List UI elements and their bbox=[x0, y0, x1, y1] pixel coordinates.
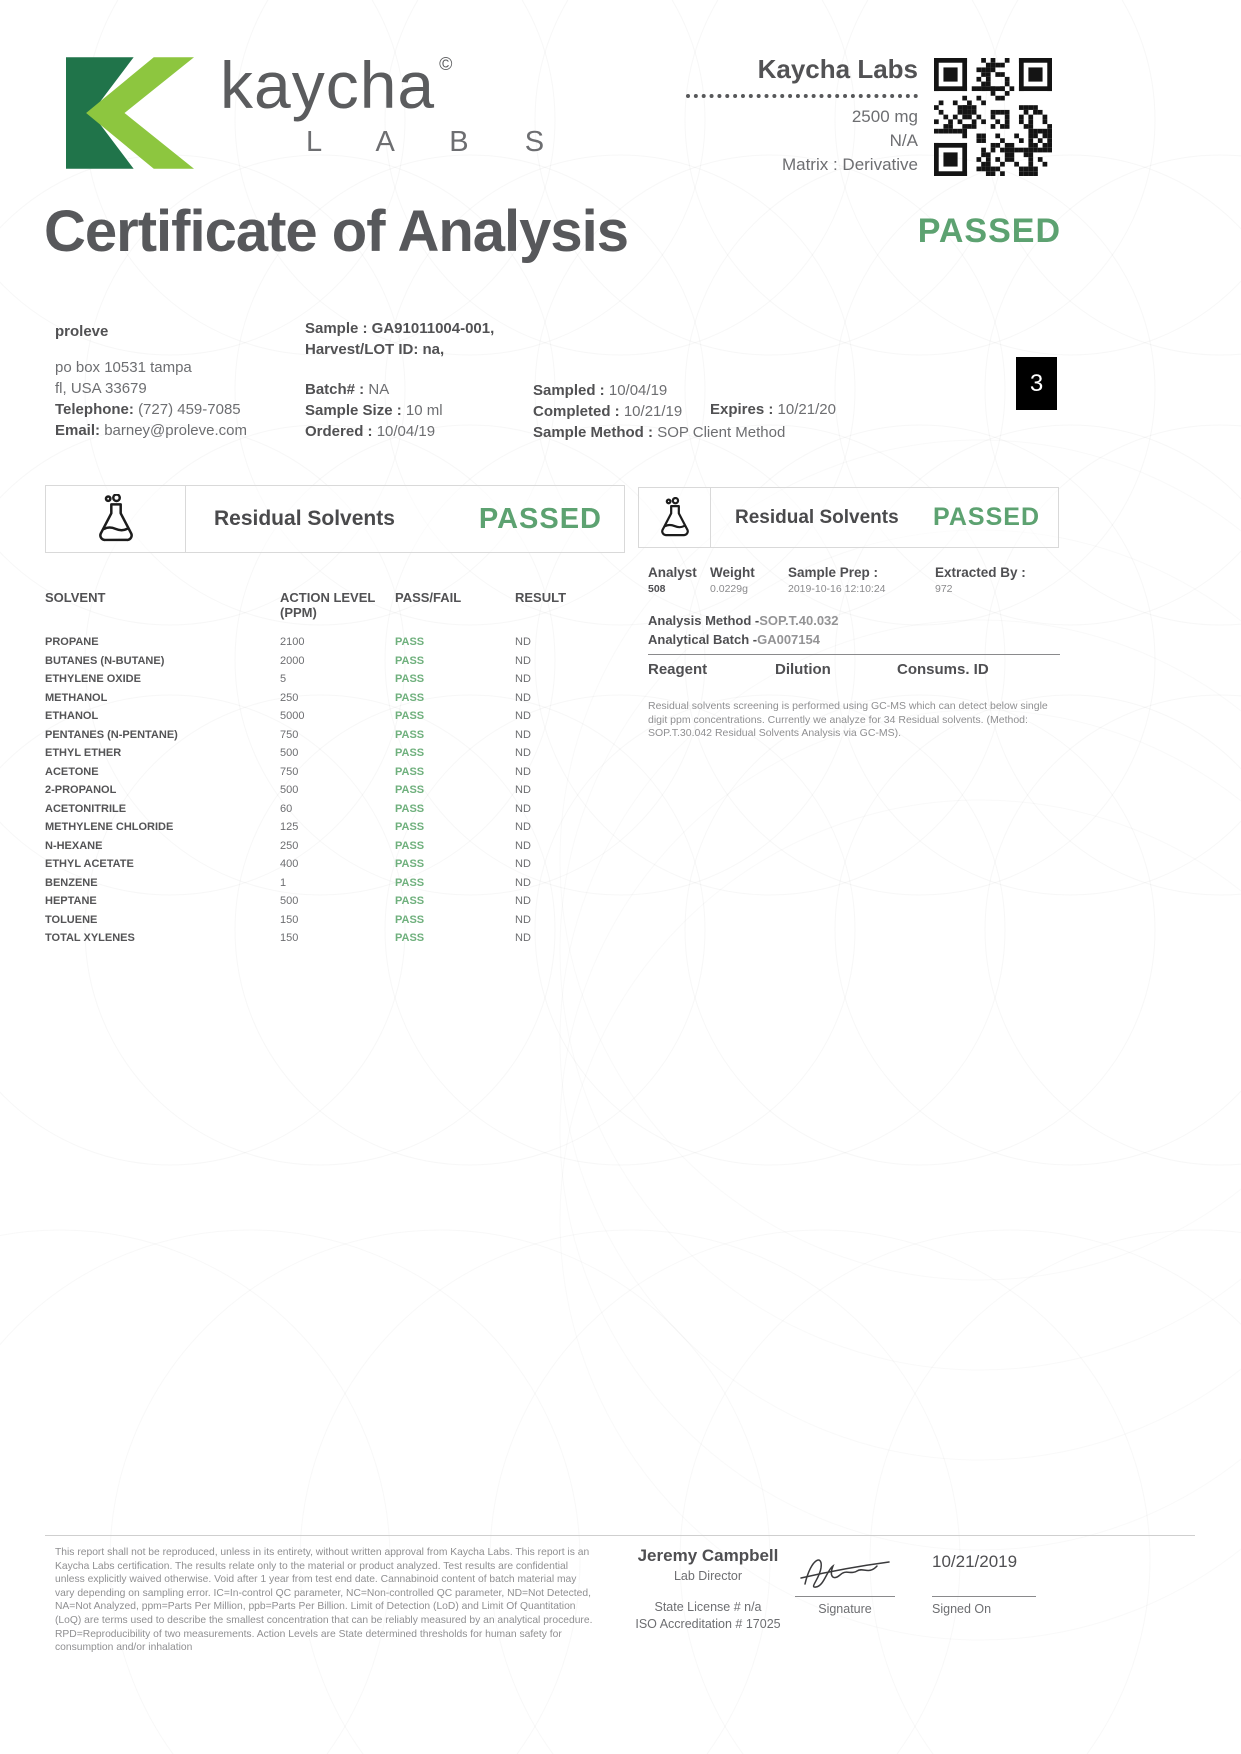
solvent-name: ETHYLENE OXIDE bbox=[45, 673, 141, 686]
signed-on-block bbox=[932, 1552, 1036, 1616]
analysis-details bbox=[648, 565, 1060, 595]
reagent-header: Reagent bbox=[648, 661, 708, 678]
result-value: ND bbox=[515, 691, 531, 704]
pass-fail-value: PASS bbox=[395, 728, 425, 741]
client-name: proleve bbox=[55, 323, 109, 340]
table-row bbox=[45, 818, 625, 837]
weight-label: Weight bbox=[710, 565, 755, 580]
action-level: 5 bbox=[280, 673, 287, 686]
client-address-line1: po box 10531 tampa bbox=[55, 359, 192, 376]
logo-text bbox=[220, 48, 569, 159]
action-level: 5000 bbox=[280, 710, 305, 723]
column-header-solvent: SOLVENT bbox=[45, 590, 106, 605]
table-row bbox=[45, 929, 625, 948]
action-level: 500 bbox=[280, 784, 299, 797]
sample-prep-value: 2019-10-16 12:10:24 bbox=[788, 583, 886, 595]
pass-fail-value: PASS bbox=[395, 839, 425, 852]
analysis-method: Analysis Method -SOP.T.40.032 bbox=[648, 613, 839, 628]
solvent-name: PENTANES (N-PENTANE) bbox=[45, 728, 178, 741]
result-value: ND bbox=[515, 636, 531, 649]
result-value: ND bbox=[515, 765, 531, 778]
completed-date: Completed : 10/21/19 bbox=[533, 403, 683, 420]
action-level: 250 bbox=[280, 691, 299, 704]
table-row bbox=[45, 874, 625, 893]
column-header-action-level: ACTION LEVEL (PPM) bbox=[280, 590, 376, 620]
lab-director-block bbox=[618, 1546, 798, 1633]
reagent-divider bbox=[648, 654, 1060, 655]
ordered-date: Ordered : 10/04/19 bbox=[305, 423, 436, 440]
weight-value: 0.0229g bbox=[710, 583, 748, 595]
solvent-name: METHANOL bbox=[45, 691, 108, 704]
action-level: 150 bbox=[280, 913, 299, 926]
sample-secondary: N/A bbox=[889, 131, 918, 150]
result-value: ND bbox=[515, 858, 531, 871]
sample-id: Sample : GA91011004-001, bbox=[305, 320, 495, 337]
pass-fail-value: PASS bbox=[395, 802, 425, 815]
flask-icon bbox=[46, 486, 186, 552]
table-row bbox=[45, 911, 625, 930]
result-value: ND bbox=[515, 673, 531, 686]
pass-fail-value: PASS bbox=[395, 913, 425, 926]
director-title: Lab Director bbox=[673, 1569, 743, 1583]
result-value: ND bbox=[515, 747, 531, 760]
action-level: 60 bbox=[280, 802, 293, 815]
harvest-lot-id: Harvest/LOT ID: na, bbox=[305, 341, 445, 358]
extracted-by-value: 972 bbox=[935, 583, 953, 595]
action-level: 250 bbox=[280, 839, 299, 852]
action-level: 750 bbox=[280, 765, 299, 778]
table-row bbox=[45, 892, 625, 911]
logo-brand-text: kaycha © bbox=[220, 48, 454, 122]
result-value: ND bbox=[515, 913, 531, 926]
solvents-table-header bbox=[45, 590, 625, 620]
panel-status-badge: PASSED bbox=[933, 503, 1040, 531]
kaycha-logo bbox=[66, 48, 569, 174]
action-level: 125 bbox=[280, 821, 299, 834]
consums-id-header: Consums. ID bbox=[897, 661, 989, 678]
sample-method: Sample Method : SOP Client Method bbox=[533, 424, 786, 441]
method-note: Residual solvents screening is performed using GC-MS which can detect below single digit ppm concentrations. Currently we analyze for 34 Residual solvents. (Method: SOP.T.30.042 Residual Solvents Analysis via GC-MS). bbox=[648, 700, 1048, 739]
panel-status-badge: PASSED bbox=[478, 502, 602, 535]
result-value: ND bbox=[515, 895, 531, 908]
pass-fail-value: PASS bbox=[395, 895, 425, 908]
signature-line bbox=[795, 1596, 895, 1597]
result-value: ND bbox=[515, 784, 531, 797]
analytical-batch: Analytical Batch -GA007154 bbox=[648, 632, 820, 647]
logo-copyright-mark: © bbox=[439, 54, 454, 74]
logo-labs-text: L A B S bbox=[306, 126, 569, 158]
pass-fail-value: PASS bbox=[395, 747, 425, 760]
kaycha-chevron-logo-icon bbox=[66, 52, 194, 174]
lab-name: Kaycha Labs bbox=[757, 54, 918, 84]
residual-solvents-panel-left bbox=[45, 485, 625, 553]
table-row bbox=[45, 800, 625, 819]
pass-fail-value: PASS bbox=[395, 858, 425, 871]
pass-fail-value: PASS bbox=[395, 765, 425, 778]
solvent-name: ETHYL ETHER bbox=[45, 747, 122, 760]
action-level: 150 bbox=[280, 932, 299, 945]
table-row bbox=[45, 837, 625, 856]
result-value: ND bbox=[515, 839, 531, 852]
analyst-value: 508 bbox=[648, 583, 666, 595]
flask-icon bbox=[639, 488, 711, 547]
solvent-name: ETHANOL bbox=[45, 710, 99, 723]
overall-status-badge: PASSED bbox=[917, 212, 1061, 250]
iso-accreditation: ISO Accreditation # 17025 bbox=[635, 1617, 781, 1631]
expires-date: Expires : 10/21/20 bbox=[710, 401, 836, 418]
action-level: 750 bbox=[280, 728, 299, 741]
client-telephone: Telephone: (727) 459-7085 bbox=[55, 401, 241, 418]
state-license: State License # n/a bbox=[654, 1600, 762, 1614]
sample-info bbox=[305, 318, 494, 442]
extracted-by-label: Extracted By : bbox=[935, 565, 1026, 580]
result-value: ND bbox=[515, 654, 531, 667]
signature-block bbox=[795, 1548, 895, 1616]
client-info bbox=[55, 321, 300, 441]
sample-amount: 2500 mg bbox=[851, 107, 918, 126]
pass-fail-value: PASS bbox=[395, 932, 425, 945]
pass-fail-value: PASS bbox=[395, 821, 425, 834]
dotted-divider bbox=[686, 94, 918, 98]
solvent-name: N-HEXANE bbox=[45, 839, 103, 852]
table-row bbox=[45, 855, 625, 874]
table-row bbox=[45, 652, 625, 671]
client-email: Email: barney@proleve.com bbox=[55, 422, 247, 439]
table-row bbox=[45, 726, 625, 745]
table-row bbox=[45, 633, 625, 652]
signature-image bbox=[797, 1548, 893, 1592]
panel-title: Residual Solvents bbox=[214, 507, 395, 530]
solvent-name: BENZENE bbox=[45, 876, 98, 889]
solvents-table bbox=[45, 590, 625, 948]
batch-number: Batch# : NA bbox=[305, 381, 390, 398]
result-value: ND bbox=[515, 710, 531, 723]
action-level: 500 bbox=[280, 895, 299, 908]
footer-disclaimer: This report shall not be reproduced, unless in its entirety, without written approval from Kaycha Labs. This report is an Kaycha Labs certification. The results relate only to the material or product analyzed. Test results are confidential unless explicitly waived otherwise. Void after 1 year from test end date. Cannabinoid content of batch material may vary depending on sampling error. IC=In-control QC parameter, NC=Non-controlled QC parameter, ND=Not Detected, NA=Not Analyzed, ppm=Parts Per Million, ppb=Parts Per Billion. Limit of Detection (LoD) and Limit Of Quantitation (LoQ) are terms used to describe the smallest concentration that can be reliably measured by an analytical procedure. RPD=Reproducibility of two measurements. Action Levels are State determined thresholds for human safety for consumption and/or inhalation bbox=[55, 1547, 593, 1654]
footer-divider bbox=[45, 1535, 1195, 1536]
action-level: 2100 bbox=[280, 636, 305, 649]
page-number-tab: 3 bbox=[1016, 357, 1057, 410]
column-header-result: RESULT bbox=[515, 590, 567, 605]
pass-fail-value: PASS bbox=[395, 691, 425, 704]
sample-size: Sample Size : 10 ml bbox=[305, 402, 443, 419]
action-level: 1 bbox=[280, 876, 287, 889]
result-value: ND bbox=[515, 728, 531, 741]
action-level: 500 bbox=[280, 747, 299, 760]
pass-fail-value: PASS bbox=[395, 636, 425, 649]
director-name: Jeremy Campbell bbox=[637, 1546, 779, 1565]
pass-fail-value: PASS bbox=[395, 654, 425, 667]
solvent-name: TOLUENE bbox=[45, 913, 98, 926]
result-value: ND bbox=[515, 821, 531, 834]
solvent-name: METHYLENE CHLORIDE bbox=[45, 821, 174, 834]
dilution-header: Dilution bbox=[775, 661, 831, 678]
qr-code bbox=[934, 58, 1052, 176]
pass-fail-value: PASS bbox=[395, 710, 425, 723]
result-value: ND bbox=[515, 876, 531, 889]
table-row bbox=[45, 670, 625, 689]
reagent-header-row bbox=[648, 661, 1060, 678]
panel-title: Residual Solvents bbox=[735, 506, 899, 528]
signature-label: Signature bbox=[818, 1602, 872, 1616]
table-row bbox=[45, 744, 625, 763]
table-row bbox=[45, 781, 625, 800]
pass-fail-value: PASS bbox=[395, 876, 425, 889]
header-lab-info bbox=[658, 54, 918, 177]
analyst-label: Analyst bbox=[648, 565, 697, 580]
action-level: 400 bbox=[280, 858, 299, 871]
solvent-name: HEPTANE bbox=[45, 895, 97, 908]
solvent-name: ACETONITRILE bbox=[45, 802, 127, 815]
solvents-table-body bbox=[45, 633, 625, 948]
result-value: ND bbox=[515, 802, 531, 815]
action-level: 2000 bbox=[280, 654, 305, 667]
solvent-name: 2-PROPANOL bbox=[45, 784, 117, 797]
table-row bbox=[45, 689, 625, 708]
method-block bbox=[648, 611, 839, 649]
table-row bbox=[45, 707, 625, 726]
result-value: ND bbox=[515, 932, 531, 945]
solvent-name: ACETONE bbox=[45, 765, 99, 778]
solvent-name: BUTANES (N-BUTANE) bbox=[45, 654, 165, 667]
pass-fail-value: PASS bbox=[395, 784, 425, 797]
column-header-pass-fail: PASS/FAIL bbox=[395, 590, 462, 605]
client-address-line2: fl, USA 33679 bbox=[55, 380, 147, 397]
sample-prep-label: Sample Prep : bbox=[788, 565, 879, 580]
solvent-name: PROPANE bbox=[45, 636, 99, 649]
solvent-name: ETHYL ACETATE bbox=[45, 858, 134, 871]
signed-on-line bbox=[932, 1596, 1036, 1597]
solvent-name: TOTAL XYLENES bbox=[45, 932, 135, 945]
pass-fail-value: PASS bbox=[395, 673, 425, 686]
page-title: Certificate of Analysis bbox=[44, 199, 629, 264]
signed-on-label: Signed On bbox=[932, 1602, 992, 1616]
sample-matrix: Matrix : Derivative bbox=[781, 155, 918, 174]
residual-solvents-panel-right bbox=[638, 487, 1059, 548]
signed-date: 10/21/2019 bbox=[932, 1552, 1018, 1571]
sampled-date: Sampled : 10/04/19 bbox=[533, 382, 668, 399]
table-row bbox=[45, 763, 625, 782]
